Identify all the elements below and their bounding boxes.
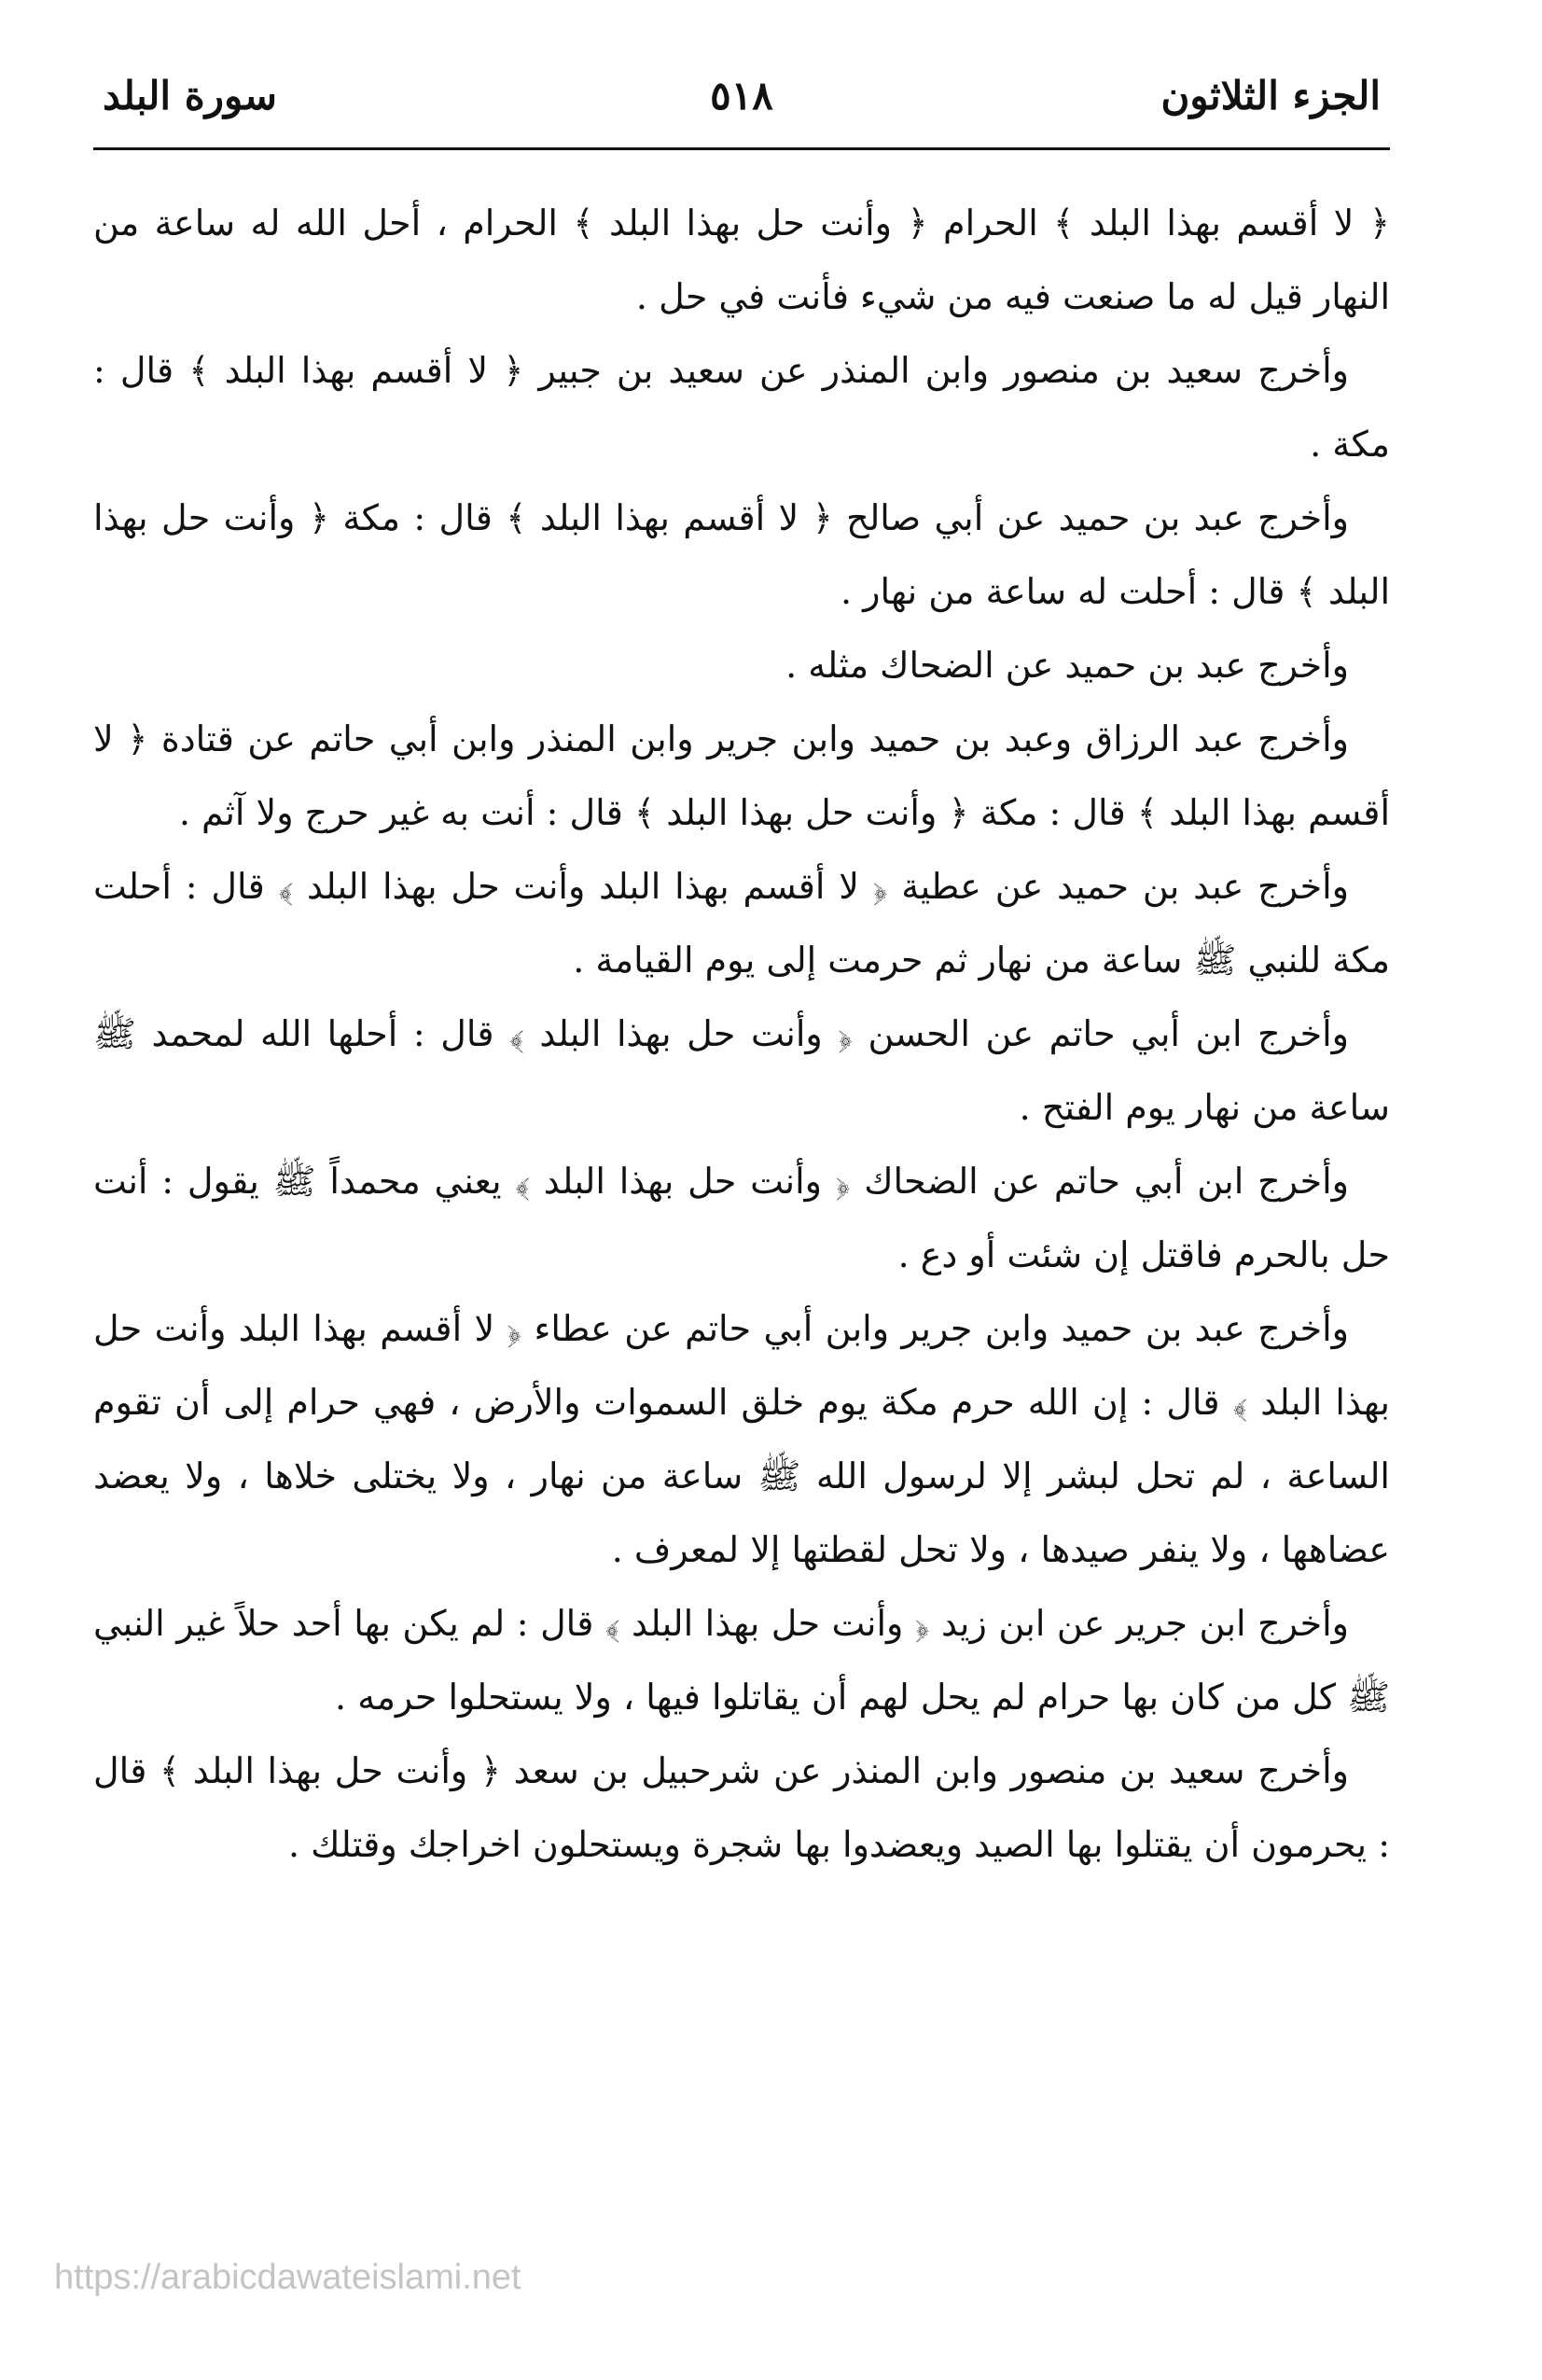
page-header: [93, 56, 1390, 149]
paragraph: وأخرج عبد بن حميد عن عطية ﴿ لا أقسم بهذا البلد وأنت حل بهذا البلد ﴾ قال : أحلت مكة للنبي ﷺ ساعة من نهار ثم حرمت إلى يوم القيامة .: [93, 866, 1390, 981]
paragraph: وأخرج ابن جرير عن ابن زيد ﴿ وأنت حل بهذا البلد ﴾ قال : لم يكن بها أحد حلاً غير النبي ﷺ كل من كان بها حرام لم يحل لهم أن يقاتلوا فيها ، ولا يستحلوا حرمه .: [93, 1603, 1390, 1718]
body-text: [93, 187, 1390, 1882]
paragraph: وأخرج ابن أبي حاتم عن الحسن ﴿ وأنت حل بهذا البلد ﴾ قال : أحلها الله لمحمد ﷺ ساعة من نهار يوم الفتح .: [93, 1013, 1390, 1128]
running-head: الجزء الثلاثون: [1160, 73, 1381, 118]
paragraph: وأخرج عبد بن حميد عن الضحاك مثله .: [785, 645, 1349, 686]
page-number: ٥١٨: [710, 73, 773, 118]
paragraph: ﴿ لا أقسم بهذا البلد ﴾ الحرام ﴿ وأنت حل بهذا البلد ﴾ الحرام ، أحل الله له ساعة من النهار قيل له ما صنعت فيه من شيء فأنت في حل .: [93, 202, 1390, 317]
paragraph: وأخرج عبد الرزاق وعبد بن حميد وابن جرير وابن المنذر وابن أبي حاتم عن قتادة ﴿ لا أقسم بهذا البلد ﴾ قال : مكة ﴿ وأنت حل بهذا البلد ﴾ قال : أنت به غير حرج ولا آثم .: [93, 718, 1390, 833]
paragraph: وأخرج سعيد بن منصور وابن المنذر عن شرحبيل بن سعد ﴿ وأنت حل بهذا البلد ﴾ قال : يحرمون أن يقتلوا بها الصيد ويعضدوا بها شجرة ويستحلون اخراجك وقتلك .: [93, 1750, 1390, 1865]
header-rule: [93, 147, 1390, 150]
surah-name: سورة البلد: [103, 73, 277, 118]
paragraph: وأخرج عبد بن حميد وابن جرير وابن أبي حاتم عن عطاء ﴿ لا أقسم بهذا البلد وأنت حل بهذا البلد ﴾ قال : إن الله حرم مكة يوم خلق السموات والأرض ، فهي حرام إلى أن تقوم الساعة ، لم تحل لبشر إلا لرسول الله ﷺ ساعة من نهار ، ولا يختلى خلاها ، ولا يعضد عضاهها ، ولا ينفر صيدها ، ولا تحل لقطتها إلا لمعرف .: [93, 1308, 1390, 1570]
paragraph: وأخرج عبد بن حميد عن أبي صالح ﴿ لا أقسم بهذا البلد ﴾ قال : مكة ﴿ وأنت حل بهذا البلد ﴾ قال : أحلت له ساعة من نهار .: [93, 497, 1390, 612]
paragraph: وأخرج ابن أبي حاتم عن الضحاك ﴿ وأنت حل بهذا البلد ﴾ يعني محمداً ﷺ يقول : أنت حل بالحرم فاقتل إن شئت أو دع .: [93, 1161, 1390, 1275]
paragraph: وأخرج سعيد بن منصور وابن المنذر عن سعيد بن جبير ﴿ لا أقسم بهذا البلد ﴾ قال : مكة .: [93, 350, 1390, 465]
watermark-url: https://arabicdawateislami.net: [54, 2258, 521, 2297]
